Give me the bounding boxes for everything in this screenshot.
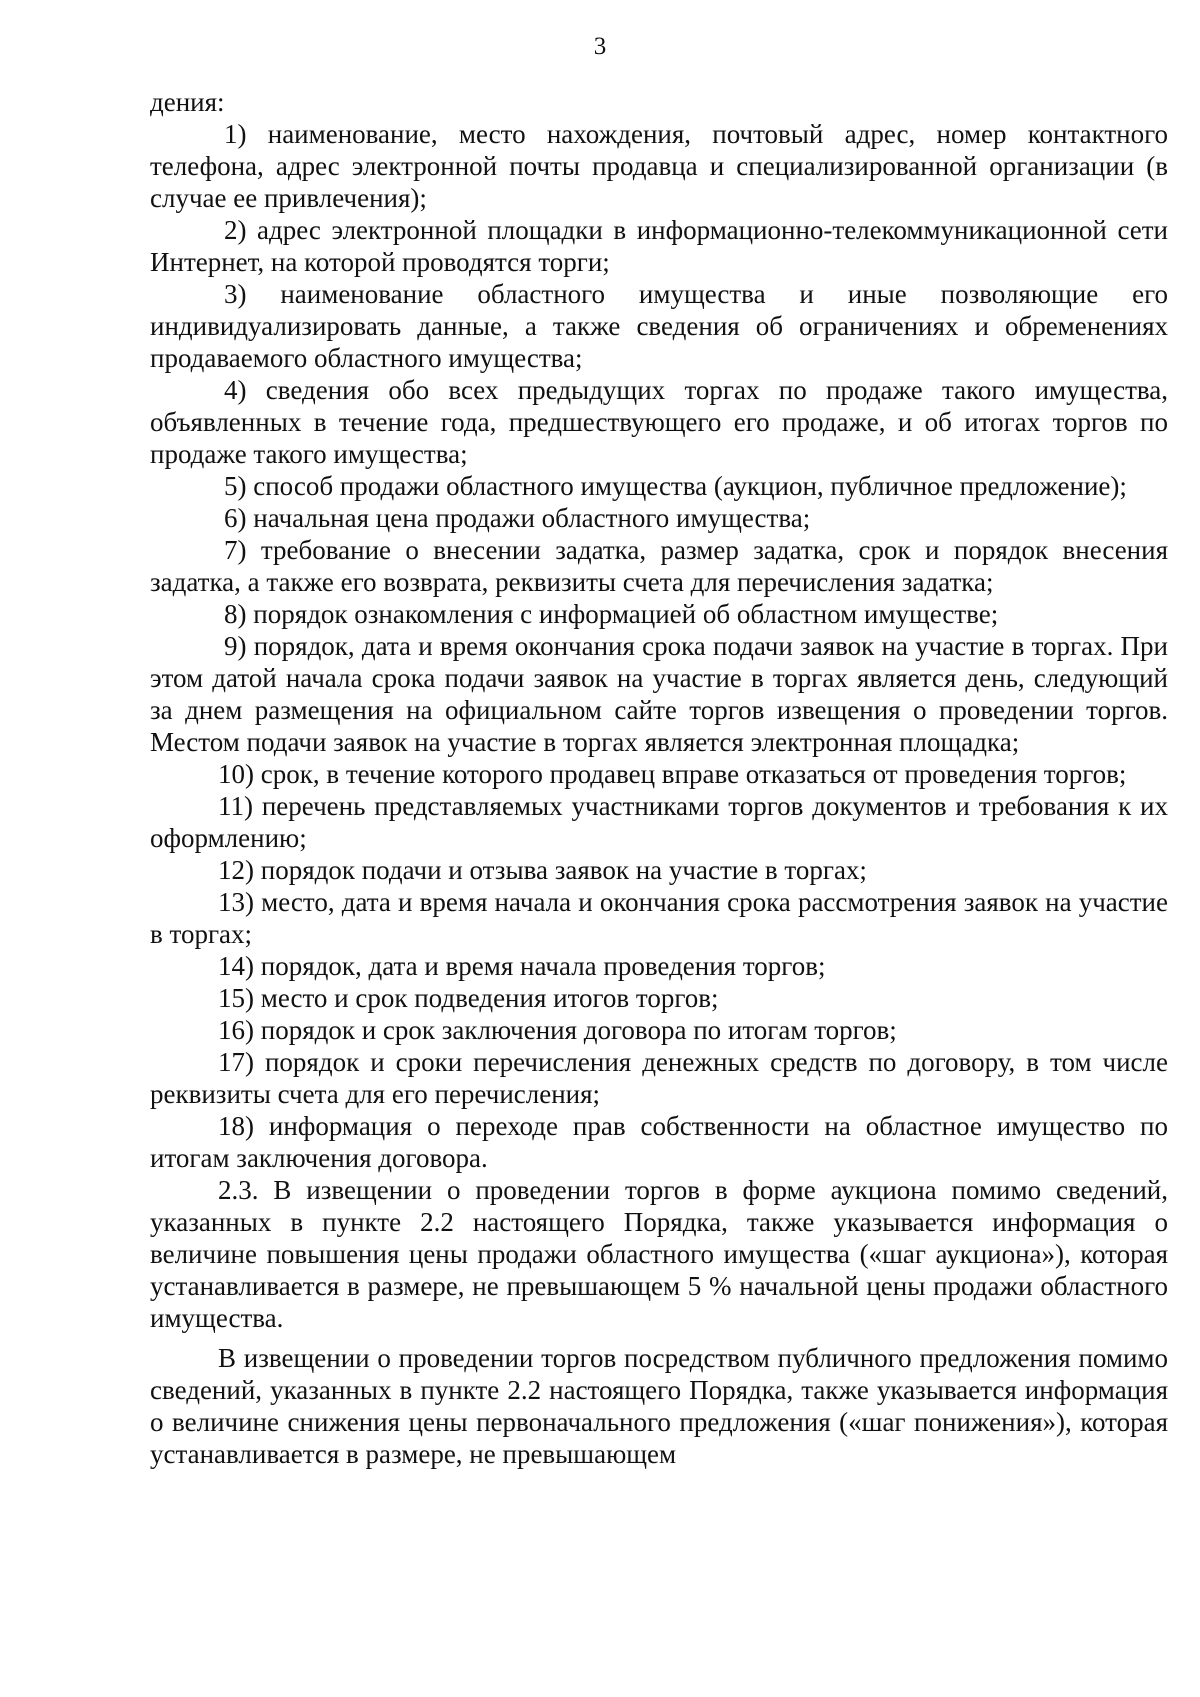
- page-number: 3: [593, 33, 607, 60]
- public-offer-paragraph: В извещении о проведении торгов посредством публичного предложения помимо сведений, указанных в пункте 2.2 настоящего Порядка, также указывается информация о величине снижения цены первоначального предложения («шаг понижения»), которая устанавливается в размере, не превышающем: [150, 1343, 1168, 1469]
- list-item-11: 11) перечень представляемых участниками торгов документов и требования к их оформлению;: [150, 791, 1168, 853]
- list-item-16: 16) порядок и срок заключения договора по итогам торгов;: [218, 1015, 897, 1045]
- list-item-17: 17) порядок и сроки перечисления денежных средств по договору, в том числе реквизиты счета для его перечисления;: [150, 1047, 1168, 1109]
- list-item-15: 15) место и срок подведения итогов торгов;: [218, 983, 719, 1013]
- list-item-7: 7) требование о внесении задатка, размер задатка, срок и порядок внесения задатка, а также его возврата, реквизиты счета для перечисления задатка;: [150, 535, 1168, 597]
- list-item-9: 9) порядок, дата и время окончания срока подачи заявок на участие в торгах. При этом датой начала срока подачи заявок на участие в торгах является день, следующий за днем размещения на официальном сайте торгов извещения о проведении торгов. Местом подачи заявок на участие в торгах является электронная площадка;: [150, 631, 1168, 757]
- section-2-3-paragraph: 2.3. В извещении о проведении торгов в форме аукциона помимо сведений, указанных в пункте 2.2 настоящего Порядка, также указывается информация о величине повышения цены продажи областного имущества («шаг аукциона»), которая устанавливается в размере, не превышающем 5 % начальной цены продажи областного имущества.: [150, 1175, 1168, 1333]
- document-body: [150, 86, 1168, 1470]
- list-item-3: 3) наименование областного имущества и иные позволяющие его индивидуализировать данные, а также сведения об ограничениях и обременениях продаваемого областного имущества;: [150, 279, 1168, 373]
- list-item-8: 8) порядок ознакомления с информацией об областном имуществе;: [224, 599, 999, 629]
- list-item-1: 1) наименование, место нахождения, почтовый адрес, номер контактного телефона, адрес электронной почты продавца и специализированной организации (в случае ее привлечения);: [150, 119, 1168, 213]
- list-item-13: 13) место, дата и время начала и окончания срока рассмотрения заявок на участие в торгах;: [150, 887, 1168, 949]
- list-item-10: 10) срок, в течение которого продавец вправе отказаться от проведения торгов;: [218, 759, 1127, 789]
- list-item-12: 12) порядок подачи и отзыва заявок на участие в торгах;: [218, 855, 867, 885]
- list-item-2: 2) адрес электронной площадки в информационно-телекоммуникационной сети Интернет, на которой проводятся торги;: [150, 215, 1168, 277]
- list-item-4: 4) сведения обо всех предыдущих торгах по продаже такого имущества, объявленных в течение года, предшествующего его продаже, и об итогах торгов по продаже такого имущества;: [150, 375, 1168, 469]
- list-item-18: 18) информация о переходе прав собственности на областное имущество по итогам заключения договора.: [150, 1111, 1168, 1173]
- list-item-6: 6) начальная цена продажи областного имущества;: [224, 503, 811, 533]
- paragraph-continuation: дения:: [150, 87, 225, 117]
- list-item-5: 5) способ продажи областного имущества (аукцион, публичное предложение);: [224, 471, 1127, 501]
- list-item-14: 14) порядок, дата и время начала проведения торгов;: [218, 951, 826, 981]
